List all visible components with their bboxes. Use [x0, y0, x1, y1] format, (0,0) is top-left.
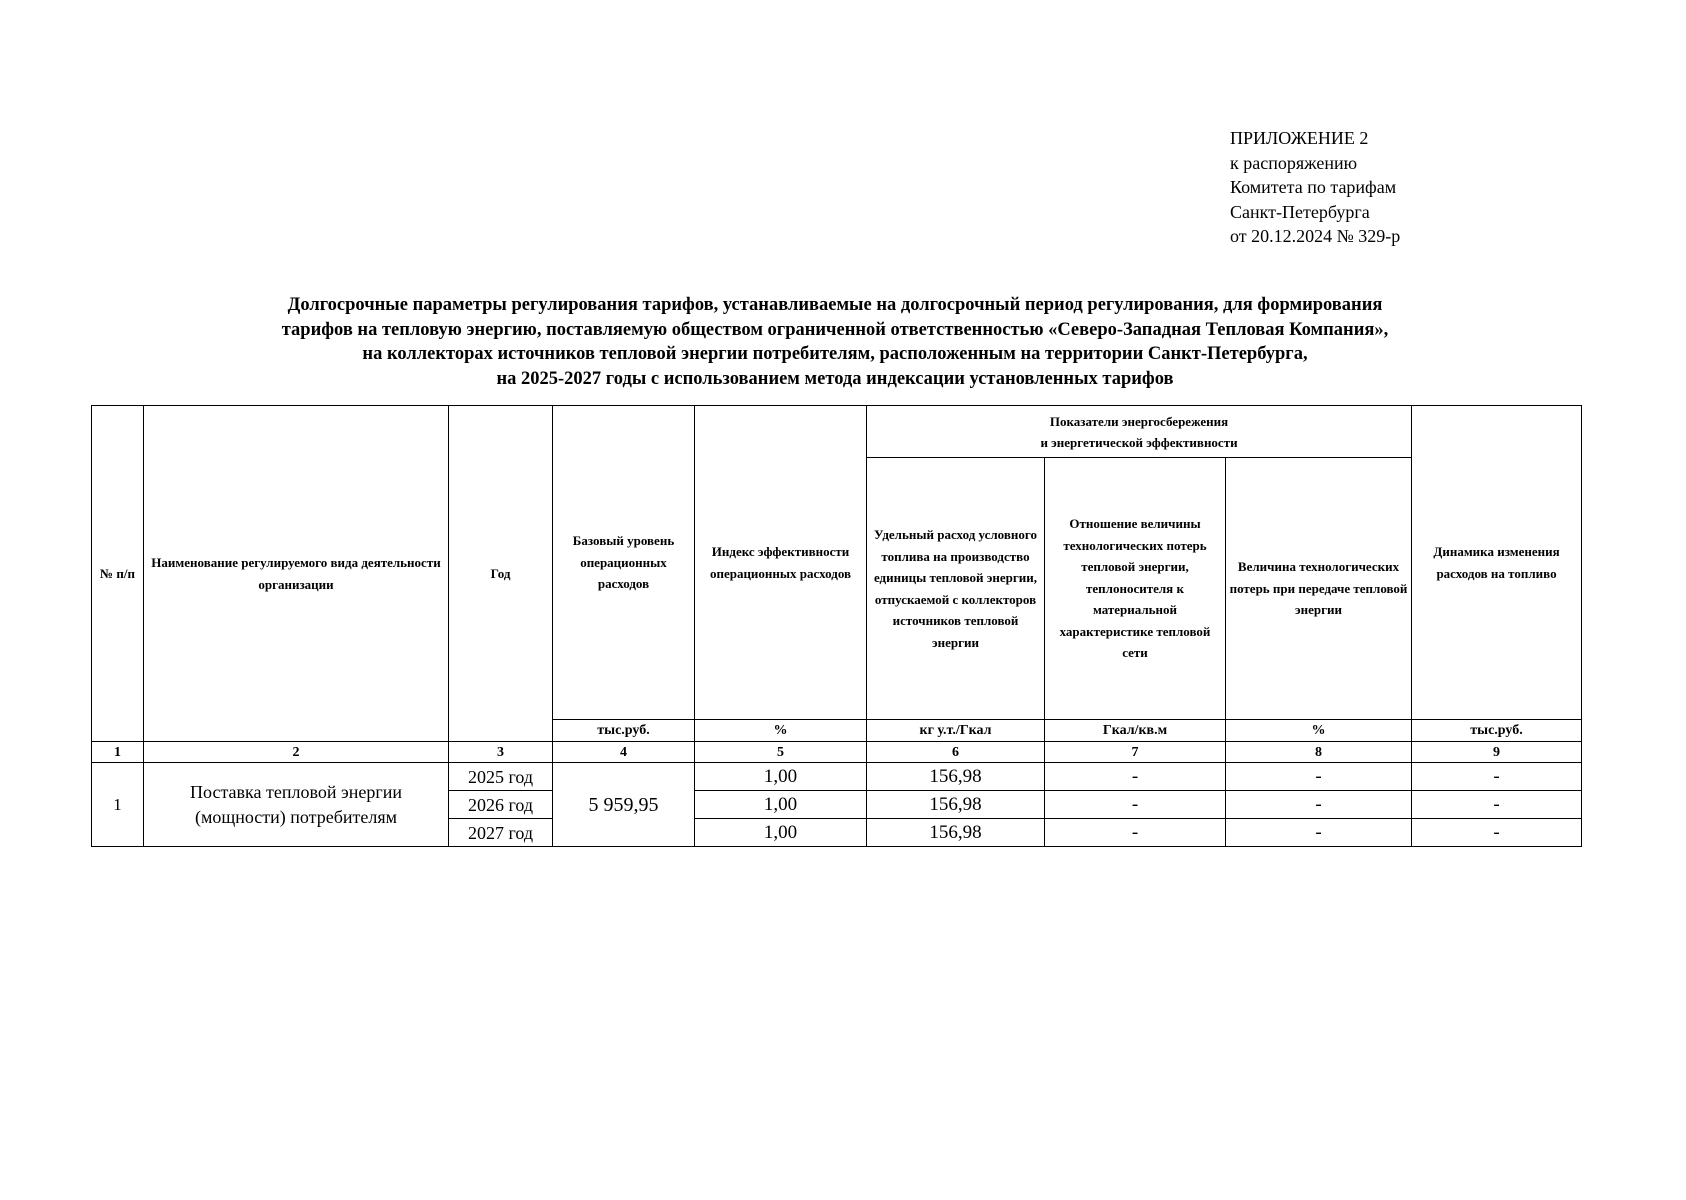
appendix-line: Комитета по тарифам: [1230, 177, 1397, 197]
row-losses-ratio: -: [1045, 819, 1226, 847]
row-efficiency-index: 1,00: [695, 791, 867, 819]
header-activity-name: Наименование регулируемого вида деятельности организации: [144, 406, 449, 742]
row-year: 2027 год: [449, 819, 553, 847]
title-line: на коллекторах источников тепловой энергии потребителям, расположенным на территории Санкт-Петербурга,: [362, 344, 1308, 364]
appendix-line: Санкт-Петербурга: [1230, 201, 1370, 222]
row-losses-value: -: [1226, 791, 1412, 819]
row-activity-name: Поставка тепловой энергии (мощности) потребителям: [144, 763, 449, 847]
parameters-table: [91, 405, 1582, 847]
row-year: 2026 год: [449, 791, 553, 819]
column-number: 4: [553, 742, 695, 763]
row-efficiency-index: 1,00: [695, 819, 867, 847]
row-losses-ratio: -: [1045, 791, 1226, 819]
row-fuel-dynamics: -: [1412, 791, 1582, 819]
column-number: 5: [695, 742, 867, 763]
column-number: 7: [1045, 742, 1226, 763]
header-number: № п/п: [92, 406, 144, 742]
title-line: Долгосрочные параметры регулирования тарифов, устанавливаемые на долгосрочный период регулирования, для формирования: [287, 295, 1383, 315]
table-row: [92, 763, 1582, 791]
appendix-line: ПРИЛОЖЕНИЕ 2: [1230, 128, 1369, 148]
header-specific-fuel: Удельный расход условного топлива на производство единицы тепловой энергии, отпускаемой с коллекторов источников тепловой энергии: [867, 458, 1045, 720]
header-efficiency-index: Индекс эффективности операционных расходов: [695, 406, 867, 720]
row-fuel-dynamics: -: [1412, 763, 1582, 791]
appendix-line: от 20.12.2024 № 329-р: [1230, 226, 1401, 246]
unit-efficiency-index: %: [695, 720, 867, 742]
document-title: [90, 293, 1580, 391]
unit-fuel-dynamics: тыс.руб.: [1412, 720, 1582, 742]
unit-specific-fuel: кг у.т./Гкал: [867, 720, 1045, 742]
row-losses-value: -: [1226, 819, 1412, 847]
title-line: на 2025-2027 годы с использованием метода индексации установленных тарифов: [496, 368, 1174, 389]
column-number: 9: [1412, 742, 1582, 763]
row-losses-value: -: [1226, 763, 1412, 791]
title-line: тарифов на тепловую энергию, поставляемую обществом ограниченной ответственностью «Северо-Западная Тепловая Компания»,: [281, 319, 1389, 340]
column-number: 3: [449, 742, 553, 763]
header-energy-saving-group: Показатели энергосбережения и энергетической эффективности: [867, 406, 1412, 458]
header-fuel-dynamics: Динамика изменения расходов на топливо: [1412, 406, 1582, 720]
column-number: 2: [144, 742, 449, 763]
unit-losses-value: %: [1226, 720, 1412, 742]
row-number: 1: [92, 763, 144, 847]
column-number: 8: [1226, 742, 1412, 763]
row-specific-fuel: 156,98: [867, 763, 1045, 791]
column-number: 6: [867, 742, 1045, 763]
row-year: 2025 год: [449, 763, 553, 791]
row-base-level: 5 959,95: [553, 763, 695, 847]
appendix-block: [1230, 126, 1400, 249]
row-specific-fuel: 156,98: [867, 819, 1045, 847]
unit-base-level: тыс.руб.: [553, 720, 695, 742]
header-losses-ratio: Отношение величины технологических потерь тепловой энергии, теплоносителя к материальной характеристике тепловой сети: [1045, 458, 1226, 720]
row-efficiency-index: 1,00: [695, 763, 867, 791]
row-fuel-dynamics: -: [1412, 819, 1582, 847]
header-losses-value: Величина технологических потерь при передаче тепловой энергии: [1226, 458, 1412, 720]
row-losses-ratio: -: [1045, 763, 1226, 791]
row-specific-fuel: 156,98: [867, 791, 1045, 819]
header-year: Год: [449, 406, 553, 742]
appendix-line: к распоряжению: [1230, 152, 1358, 173]
column-number: 1: [92, 742, 144, 763]
unit-losses-ratio: Гкал/кв.м: [1045, 720, 1226, 742]
header-base-level: Базовый уровень операционных расходов: [553, 406, 695, 720]
